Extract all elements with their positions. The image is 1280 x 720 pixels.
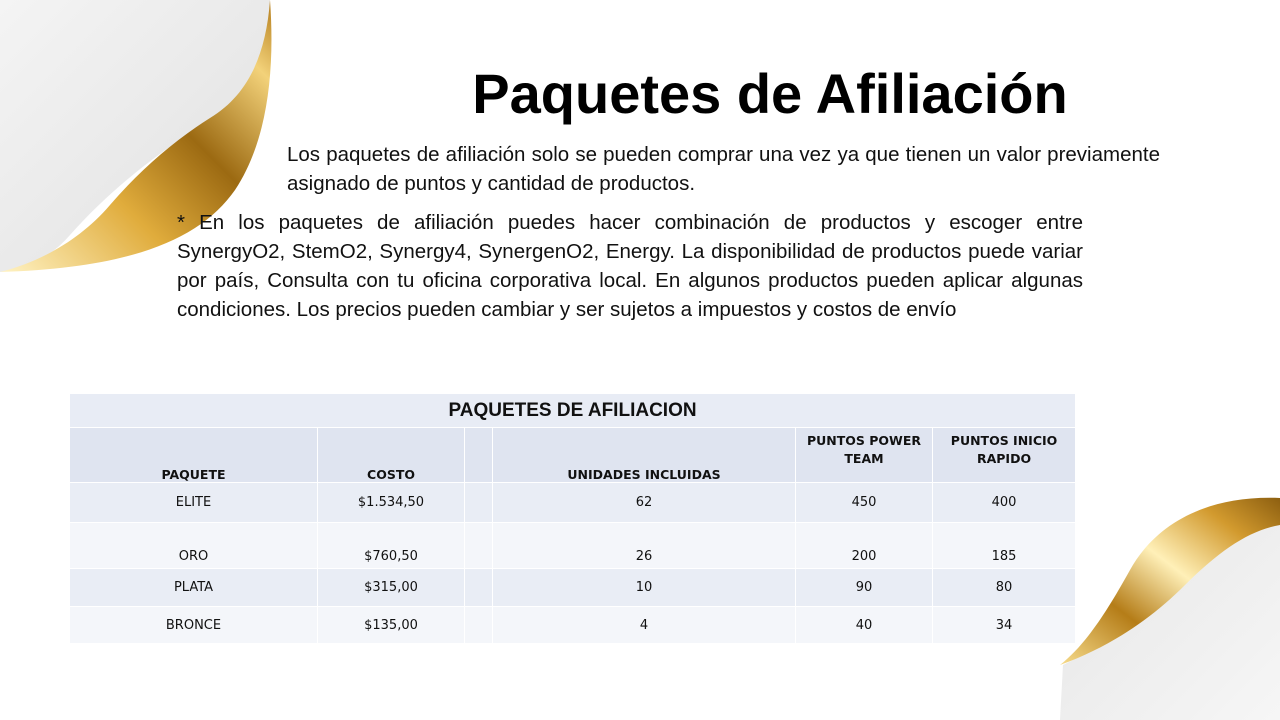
- cell-blank: [465, 569, 493, 607]
- cell-paquete: ORO: [70, 523, 318, 569]
- cell-puntos-inicio: 400: [933, 483, 1076, 523]
- cell-unidades: 26: [493, 523, 796, 569]
- header-blank: [465, 428, 493, 483]
- header-costo: COSTO: [318, 428, 465, 483]
- membership-packages-table: [69, 393, 1076, 644]
- cell-puntos-power: 200: [796, 523, 933, 569]
- cell-blank: [465, 483, 493, 523]
- intro-paragraph: Los paquetes de afiliación solo se pueden comprar una vez ya que tienen un valor previamente asignado de puntos y cantidad de productos.: [287, 143, 1160, 195]
- note-paragraph: * En los paquetes de afiliación puedes hacer combinación de productos y escoger entre SynergyO2, StemO2, Synergy4, SynergenO2, Energy. La disponibilidad de productos puede variar por país, Consulta con tu oficina corporativa local. En algunos productos pueden aplicar algunas condiciones. Los precios pueden cambiar y ser sujetos a impuestos y costos de envío: [177, 211, 1083, 321]
- table-row: [70, 523, 1076, 569]
- table-row: [70, 607, 1076, 644]
- header-unidades: UNIDADES INCLUIDAS: [493, 428, 796, 483]
- cell-paquete: PLATA: [70, 569, 318, 607]
- cell-blank: [465, 607, 493, 644]
- table-title: PAQUETES DE AFILIACION: [70, 394, 1076, 428]
- page-title: Paquetes de Afiliación: [472, 62, 1068, 125]
- cell-unidades: 62: [493, 483, 796, 523]
- cell-puntos-inicio: 34: [933, 607, 1076, 644]
- header-puntos-inicio-rapido: PUNTOS INICIO RAPIDO: [933, 428, 1076, 483]
- cell-paquete: ELITE: [70, 483, 318, 523]
- cell-unidades: 10: [493, 569, 796, 607]
- cell-costo: $135,00: [318, 607, 465, 644]
- cell-puntos-inicio: 185: [933, 523, 1076, 569]
- page-curl-bottom-right-decoration: [1055, 495, 1280, 720]
- table-row: [70, 569, 1076, 607]
- header-paquete: PAQUETE: [70, 428, 318, 483]
- cell-blank: [465, 523, 493, 569]
- cell-puntos-inicio: 80: [933, 569, 1076, 607]
- cell-costo: $1.534,50: [318, 483, 465, 523]
- cell-costo: $315,00: [318, 569, 465, 607]
- cell-costo: $760,50: [318, 523, 465, 569]
- header-puntos-power-team: PUNTOS POWER TEAM: [796, 428, 933, 483]
- cell-puntos-power: 90: [796, 569, 933, 607]
- cell-paquete: BRONCE: [70, 607, 318, 644]
- table-row: [70, 483, 1076, 523]
- cell-puntos-power: 40: [796, 607, 933, 644]
- cell-puntos-power: 450: [796, 483, 933, 523]
- cell-unidades: 4: [493, 607, 796, 644]
